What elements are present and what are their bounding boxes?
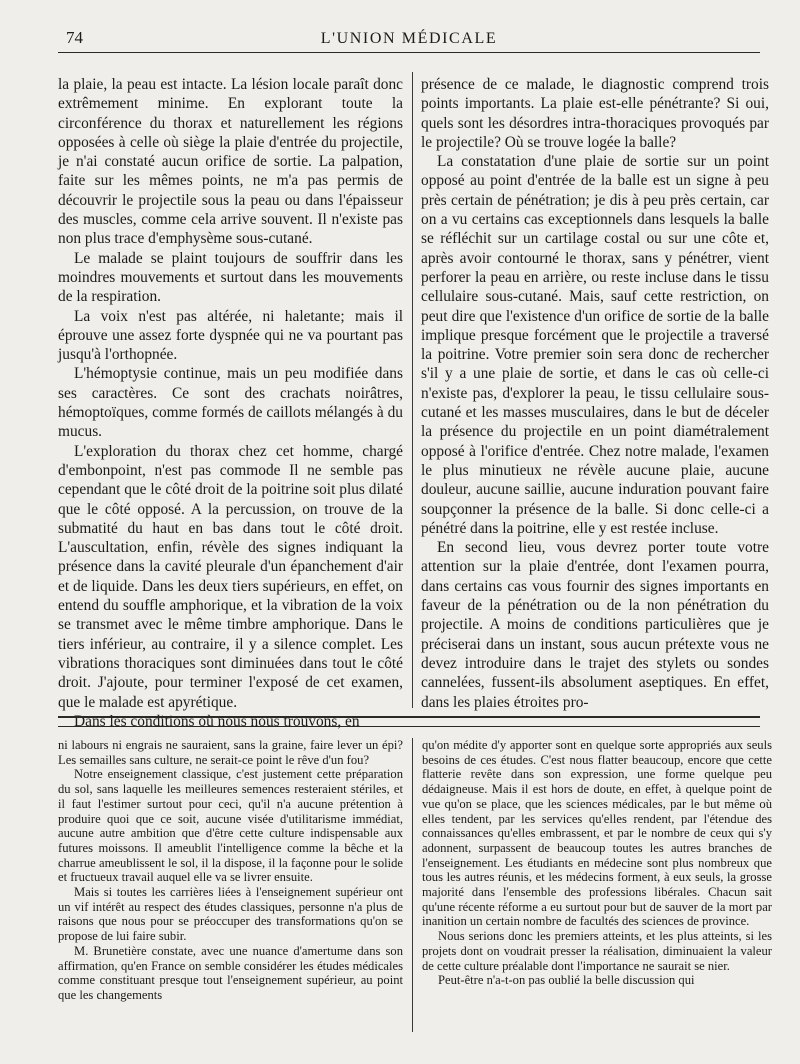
paragraph: L'exploration du thorax chez cet homme, chargé d'embonpoint, n'est pas commode Il ne semble pas cependant que le côté droit de la poitrine soit plus dilaté que le côté opposé. A la percussion, on trouve de la submatité du haut en bas dans tout le côté droit. L'auscultation, enfin, révèle des signes indiquant la présence dans la cavité pleurale d'un épanchement d'air et de liquide. Dans les deux tiers supérieurs, en effet, on entend du souffle amphorique, et la vibration de la voix se transmet avec le même timbre amphorique. Dans le tiers inférieur, au contraire, il y a silence complet. Les vibrations thoraciques sont diminuées dans tout le côté droit. J'ajoute, pour terminer l'exposé de cet examen, que le malade est apyrétique. bbox=[58, 442, 403, 711]
paragraph: Nous serions donc les premiers atteints, et les plus atteints, si les projets dont on voudrait presser la réalisation, diminuaient la valeur de cette culture préalable dont l'importance ne saurait se nier. bbox=[422, 929, 772, 973]
paragraph: Dans les conditions où nous nous trouvons, en bbox=[74, 712, 360, 730]
paragraph: La voix n'est pas altérée, ni haletante; mais il éprouve une assez forte dyspnée qui ne va pourtant pas jusqu'à l'orthopnée. bbox=[58, 307, 403, 364]
paragraph: présence de ce malade, le diagnostic comprend trois points importants. La plaie est-elle pénétrante? Si oui, quels sont les désordres intra-thoraciques provoqués par le projectile? Où se trouve logée la balle? bbox=[421, 76, 769, 151]
paragraph: Le malade se plaint toujours de souffrir dans les moindres mouvements et surtout dans les mouvements de la respiration. bbox=[58, 249, 403, 306]
paragraph: En second lieu, vous devrez porter toute votre attention sur la plaie d'entrée, dont l'examen pourra, dans certains cas vous fournir des signes importants en faveur de la pénétration ou de la non pénétration du projectile. A moins de conditions particulières que je préciserai dans un instant, sous aucun prétexte vous ne devez introduire dans le trajet des stylets ou sondes cannelées, fussent-ils absolument aseptiques. En effet, dans les plaies étroites pro- bbox=[421, 539, 769, 711]
running-title: L'UNION MÉDICALE bbox=[320, 30, 498, 47]
feuilleton-left-column bbox=[58, 738, 403, 1003]
upper-left-column bbox=[58, 75, 403, 731]
paragraph: L'hémoptysie continue, mais un peu modifiée dans ses caractères. Ce sont des crachats noirâtres, hémoptoïques, comme formés de caillots mélangés à du mucus. bbox=[58, 365, 403, 441]
feuilleton-separator bbox=[58, 716, 760, 727]
header-rule bbox=[58, 52, 760, 53]
paragraph: Notre enseignement classique, c'est justement cette préparation du sol, sans laquelle les meilleures semences resteraient stériles, et il faut l'estimer surtout pour ceci, qu'il n'a aucune prétention à produire quoi que ce soit, aucune visée d'utilitarisme immédiat, aucune autre ambition que d'être cette culture indispensable aux futures moissons. Il ameublit l'intelligence comme la bêche et la charrue ameublissent le sol, il la dispose, il la façonne pour le solide et fructueux travail auquel elle va se livrer ensuite. bbox=[58, 767, 403, 885]
paragraph: Mais si toutes les carrières liées à l'enseignement supérieur ont un vif intérêt au respect des études classiques, personne n'a plus de raisons que nous pour se préoccuper des transformations qu'on se propose de lui faire subir. bbox=[58, 885, 403, 944]
running-header bbox=[58, 24, 760, 50]
paragraph: Peut-être n'a-t-on pas oublié la belle discussion qui bbox=[438, 973, 695, 988]
paragraph: qu'on médite d'y apporter sont en quelque sorte appropriés aux seuls besoins de ces études. C'est nous flatter beaucoup, encore que cette flatterie revête dans son expression, une forme quelque peu dédaigneuse. Mais il est hors de doute, en effet, à quelque point de vue qu'on se place, que les sciences médicales, par le but même où elles tendent, par les services qu'elles rendent, par l'étendue des connaissances qu'elles embrassent, et par le nombre de ceux qui s'y adonnent, surpassent de beaucoup toutes les autres branches de l'enseignement. Les étudiants en médecine sont plus nombreux que tous les autres réunis, et les médecins forment, à eux seuls, la grosse majorité dans l'ensemble des professions libérales. Chacun sait qu'une récente réforme a eu surtout pour but de sauver de la mort par inanition un certain nombre de facultés des sciences de province. bbox=[422, 738, 772, 929]
feuilleton-column-divider bbox=[412, 738, 413, 1032]
paragraph: la plaie, la peau est intacte. La lésion locale paraît donc extrêmement minime. En explorant toute la circonférence du thorax et naturellement les régions opposées à celle où siège la plaie d'entrée du projectile, je n'ai constaté aucun orifice de sortie. La palpation, faite sur les mêmes points, ne m'a pas permis de découvrir le projectile sous la peau ou dans l'épaisseur des muscles, comme cela arrive souvent. Il n'existe pas non plus trace d'emphysème sous-cutané. bbox=[58, 76, 403, 248]
feuilleton-right-column bbox=[422, 738, 772, 988]
upper-right-column bbox=[421, 75, 769, 712]
page-number: 74 bbox=[66, 28, 83, 47]
paragraph: La constatation d'une plaie de sortie sur un point opposé au point d'entrée de la balle est un signe à peu près certain de pénétration; je dis à peu près certain, car on a vu certains cas exceptionnels dans lesquels la balle se réfléchit sur un cartilage costal ou sur une côte et, après avoir contourné le thorax, sans y pénétrer, vient perforer la peau en arrière, ou reste incluse dans le tissu cellulaire sous-cutané. Mais, sauf cette restriction, on peut dire que l'existence d'un orifice de sortie de la balle implique presque forcément que le projectile a traversé la poitrine. Votre premier soin sera donc de rechercher s'il y a une plaie de sortie, et dans le cas où celle-ci n'existe pas, d'explorer la peau, le tissu cellulaire sous-cutané et les masses musculaires, dans le but de déceler la présence du projectile en un point diamétralement opposé à l'orifice d'entrée. Chez notre malade, l'examen le plus minutieux ne révèle aucune plaie, aucune douleur, aucune saillie, aucune induration pouvant faire soupçonner la présence de la balle. Si donc celle-ci a pénétré dans la poitrine, elle y est restée incluse. bbox=[421, 153, 769, 537]
paragraph: ni labours ni engrais ne sauraient, sans la graine, faire lever un épi? Les semailles sans culture, ne serait-ce point le rêve d'un fou? bbox=[58, 738, 403, 767]
paragraph: M. Brunetière constate, avec une nuance d'amertume dans son affirmation, qu'en France on semble considérer les études médicales comme constituant presque tout l'enseignement supérieur, au point que les changements bbox=[58, 943, 403, 1002]
column-divider bbox=[412, 72, 413, 708]
